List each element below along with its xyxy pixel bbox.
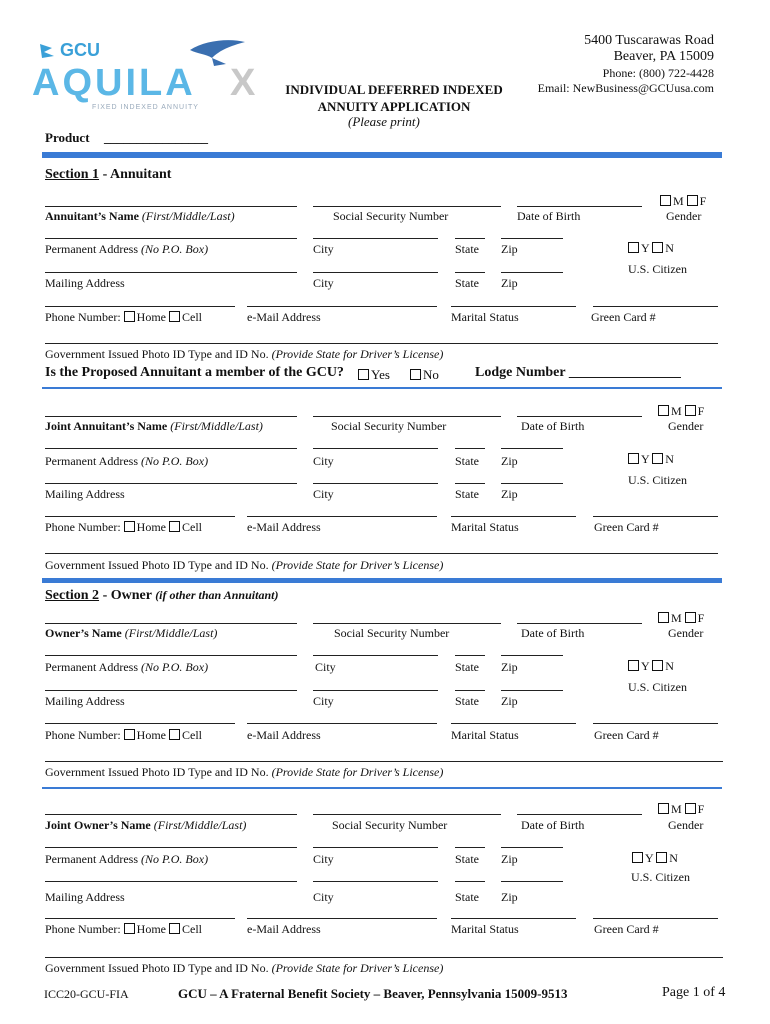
gender-m-label: M (673, 194, 684, 208)
gcu-logo (30, 36, 275, 116)
zip-field[interactable] (501, 448, 563, 449)
home-label: Home (136, 922, 166, 936)
zip-field[interactable] (501, 847, 563, 848)
perm-address-text: Permanent Address (45, 660, 138, 674)
email-label: e-Mail Address (247, 310, 321, 324)
phone-field[interactable] (45, 516, 235, 517)
membership-no (410, 367, 439, 383)
marital-field[interactable] (451, 723, 576, 724)
company-email: Email: NewBusiness@GCUusa.com (537, 81, 714, 95)
citizen-n-label: N (665, 241, 674, 255)
citizen-n-checkbox[interactable] (656, 852, 667, 863)
annuitant-name-text: Annuitant’s Name (45, 209, 139, 223)
email-field[interactable] (247, 918, 437, 919)
mailing-state-label: State (455, 890, 479, 904)
citizen-y-checkbox[interactable] (628, 453, 639, 464)
gov-id-note: (Provide State for Driver’s License) (271, 961, 444, 975)
cell-checkbox[interactable] (169, 311, 180, 322)
owner-block (0, 610, 770, 780)
citizen-y-label: Y (645, 851, 654, 865)
gov-id-label (45, 765, 443, 780)
mailing-label: Mailing Address (45, 276, 125, 290)
zip-field[interactable] (501, 655, 563, 656)
annuitant-name-label (45, 209, 235, 224)
zip-label: Zip (501, 852, 518, 866)
section1-number: Section 1 (45, 167, 100, 182)
footer-society: GCU – A Fraternal Benefit Society – Beaver, Pennsylvania 15009-9513 (178, 986, 568, 1001)
name-field[interactable] (45, 623, 297, 624)
address-line-1: 5400 Tuscarawas Road (584, 33, 714, 48)
dob-field[interactable] (517, 814, 642, 815)
section1-divider (42, 387, 722, 389)
cell-checkbox[interactable] (169, 923, 180, 934)
email-label: e-Mail Address (247, 520, 321, 534)
section1-heading (45, 167, 171, 183)
perm-address-label (45, 242, 208, 257)
dob-field[interactable] (517, 416, 642, 417)
name-field[interactable] (45, 206, 297, 207)
state-field[interactable] (455, 448, 485, 449)
gov-id-text: Government Issued Photo ID Type and ID No. (45, 558, 269, 572)
mailing-city-label: City (313, 487, 334, 501)
mailing-state-field[interactable] (455, 690, 485, 691)
phone-label (45, 922, 202, 937)
gender-m-checkbox[interactable] (660, 195, 671, 206)
green-card-label: Green Card # (594, 520, 659, 534)
cell-checkbox[interactable] (169, 729, 180, 740)
joint-annuitant-name-text: Joint Annuitant’s Name (45, 419, 168, 433)
mailing-city-label: City (313, 890, 334, 904)
mailing-zip-field[interactable] (501, 272, 563, 273)
membership-yes (358, 367, 390, 383)
zip-label: Zip (501, 454, 518, 468)
state-field[interactable] (455, 238, 485, 239)
gender-label: Gender (666, 209, 702, 223)
mailing-label: Mailing Address (45, 890, 125, 904)
membership-yes-checkbox[interactable] (358, 369, 369, 380)
name-format-note: (First/Middle/Last) (124, 626, 218, 640)
annuitant-block (0, 193, 770, 363)
no-po-note: (No P.O. Box) (140, 242, 209, 256)
home-label: Home (136, 520, 166, 534)
phone-label (45, 520, 202, 535)
city-field[interactable] (313, 448, 438, 449)
section2-note: (if other than Annuitant) (155, 588, 279, 602)
mailing-state-field[interactable] (455, 881, 485, 882)
gender-f-checkbox[interactable] (685, 405, 696, 416)
gov-id-text: Government Issued Photo ID Type and ID No. (45, 961, 269, 975)
logo-tagline: FIXED INDEXED ANNUITY (92, 104, 199, 111)
green-card-label: Green Card # (594, 728, 659, 742)
mailing-state-label: State (455, 487, 479, 501)
home-label: Home (136, 728, 166, 742)
city-label: City (315, 660, 336, 674)
gender-label: Gender (668, 419, 704, 433)
product-label: Product (45, 130, 90, 145)
perm-address-field[interactable] (45, 238, 297, 239)
ssn-field[interactable] (313, 623, 501, 624)
green-card-label: Green Card # (594, 922, 659, 936)
ssn-label: Social Security Number (334, 626, 450, 640)
gender-m-checkbox[interactable] (658, 803, 669, 814)
membership-yes-label: Yes (371, 367, 390, 382)
gov-id-note: (Provide State for Driver’s License) (271, 765, 444, 779)
membership-no-label: No (423, 367, 439, 382)
section2-heading (45, 588, 278, 604)
gender-label: Gender (668, 626, 704, 640)
form-title (276, 82, 512, 115)
section1-title: - Annuitant (99, 167, 172, 182)
gender-label: Gender (668, 818, 704, 832)
city-label: City (313, 242, 334, 256)
company-phone: Phone: (800) 722-4428 (602, 66, 714, 80)
dob-field[interactable] (517, 623, 642, 624)
logo-brand: AQUILA (32, 62, 196, 104)
citizen-y-checkbox[interactable] (628, 660, 639, 671)
green-card-field[interactable] (593, 918, 718, 919)
gender-f-label: F (697, 404, 705, 418)
membership-question: Is the Proposed Annuitant a member of the GCU? (45, 365, 344, 380)
citizen-label: U.S. Citizen (631, 870, 690, 884)
marital-field[interactable] (451, 306, 576, 307)
no-po-note: (No P.O. Box) (140, 852, 209, 866)
section2-number: Section 2 (45, 588, 100, 603)
header-divider (42, 152, 722, 158)
mailing-field[interactable] (45, 690, 297, 691)
state-label: State (455, 852, 479, 866)
marital-field[interactable] (451, 918, 576, 919)
name-field[interactable] (45, 416, 297, 417)
section1-end-divider (42, 578, 722, 583)
phone-number-text: Phone Number: (45, 520, 121, 534)
state-label: State (455, 242, 479, 256)
gov-id-field[interactable] (45, 553, 718, 554)
perm-address-text: Permanent Address (45, 852, 138, 866)
mailing-field[interactable] (45, 483, 297, 484)
dob-label: Date of Birth (521, 419, 585, 433)
city-field[interactable] (313, 238, 438, 239)
marital-label: Marital Status (451, 922, 519, 936)
state-field[interactable] (455, 847, 485, 848)
citizen-label: U.S. Citizen (628, 262, 687, 276)
citizen-options (628, 659, 674, 674)
owner-name-label (45, 626, 217, 641)
joint-owner-name-text: Joint Owner’s Name (45, 818, 151, 832)
gender-m-label: M (671, 404, 682, 418)
perm-address-field[interactable] (45, 655, 297, 656)
ssn-label: Social Security Number (331, 419, 447, 433)
cell-checkbox[interactable] (169, 521, 180, 532)
joint-owner-block (0, 801, 770, 977)
product-field[interactable]: ________________ (104, 130, 208, 145)
citizen-y-label: Y (641, 659, 650, 673)
lodge-number[interactable]: Lodge Number ________________ (475, 365, 681, 380)
mailing-zip-field[interactable] (501, 690, 563, 691)
name-format-note: (First/Middle/Last) (141, 209, 235, 223)
mailing-label: Mailing Address (45, 694, 125, 708)
mailing-state-label: State (455, 694, 479, 708)
marital-label: Marital Status (451, 310, 519, 324)
phone-field[interactable] (45, 723, 235, 724)
citizen-options (628, 452, 674, 467)
gender-m-label: M (671, 611, 682, 625)
gender-f-checkbox[interactable] (685, 803, 696, 814)
phone-label (45, 310, 202, 325)
owner-name-text: Owner’s Name (45, 626, 122, 640)
mailing-zip-label: Zip (501, 487, 518, 501)
gov-id-note: (Provide State for Driver’s License) (271, 347, 444, 361)
gov-id-field[interactable] (45, 343, 718, 344)
citizen-n-checkbox[interactable] (652, 660, 663, 671)
citizen-y-label: Y (641, 452, 650, 466)
perm-address-label (45, 852, 208, 867)
form-code: ICC20-GCU-FIA (44, 987, 129, 1001)
logo-x: X (230, 62, 259, 104)
mailing-zip-label: Zip (501, 694, 518, 708)
gov-id-field[interactable] (45, 957, 723, 958)
email-field[interactable] (247, 306, 437, 307)
marital-label: Marital Status (451, 728, 519, 742)
citizen-n-label: N (665, 659, 674, 673)
city-field[interactable] (313, 655, 438, 656)
gov-id-text: Government Issued Photo ID Type and ID No. (45, 765, 269, 779)
mailing-city-field[interactable] (313, 272, 438, 273)
perm-address-text: Permanent Address (45, 242, 138, 256)
mailing-zip-label: Zip (501, 890, 518, 904)
citizen-n-checkbox[interactable] (652, 453, 663, 464)
gender-m-checkbox[interactable] (658, 612, 669, 623)
marital-label: Marital Status (451, 520, 519, 534)
gender-f-checkbox[interactable] (687, 195, 698, 206)
city-field[interactable] (313, 847, 438, 848)
home-checkbox[interactable] (124, 923, 135, 934)
title-line-2: ANNUITY APPLICATION (317, 99, 471, 114)
gov-id-field[interactable] (45, 761, 723, 762)
citizen-n-label: N (665, 452, 674, 466)
mailing-field[interactable] (45, 272, 297, 273)
cell-label: Cell (181, 728, 202, 742)
dob-label: Date of Birth (521, 818, 585, 832)
city-label: City (313, 852, 334, 866)
home-label: Home (136, 310, 166, 324)
joint-annuitant-block (0, 403, 770, 573)
membership-row (45, 365, 344, 381)
phone-label (45, 728, 202, 743)
joint-owner-name-label (45, 818, 246, 833)
name-field[interactable] (45, 814, 297, 815)
citizen-y-checkbox[interactable] (632, 852, 643, 863)
gender-f-label: F (699, 194, 707, 208)
dob-label: Date of Birth (521, 626, 585, 640)
gov-id-text: Government Issued Photo ID Type and ID No. (45, 347, 269, 361)
cell-label: Cell (181, 310, 202, 324)
gender-options (658, 611, 704, 626)
mailing-state-field[interactable] (455, 483, 485, 484)
page-number: Page 1 of 4 (662, 985, 726, 1000)
green-card-field[interactable] (593, 516, 718, 517)
mailing-zip-label: Zip (501, 276, 518, 290)
gov-id-label (45, 347, 443, 362)
gov-id-label (45, 961, 443, 976)
green-card-field[interactable] (593, 723, 718, 724)
no-po-note: (No P.O. Box) (140, 660, 209, 674)
joint-annuitant-name-label (45, 419, 263, 434)
citizen-y-checkbox[interactable] (628, 242, 639, 253)
phone-number-text: Phone Number: (45, 310, 121, 324)
no-po-note: (No P.O. Box) (140, 454, 209, 468)
mailing-zip-field[interactable] (501, 483, 563, 484)
section2-title: - Owner (99, 588, 156, 603)
perm-address-label (45, 454, 208, 469)
home-checkbox[interactable] (124, 521, 135, 532)
perm-address-label (45, 660, 208, 675)
home-checkbox[interactable] (124, 729, 135, 740)
mailing-city-field[interactable] (313, 483, 438, 484)
citizen-y-label: Y (641, 241, 650, 255)
perm-address-text: Permanent Address (45, 454, 138, 468)
gender-options (660, 194, 706, 209)
logo-org: GCU (60, 40, 100, 60)
company-address (538, 33, 714, 96)
gender-m-checkbox[interactable] (658, 405, 669, 416)
state-field[interactable] (455, 655, 485, 656)
gender-f-label: F (697, 802, 705, 816)
mailing-state-field[interactable] (455, 272, 485, 273)
ssn-field[interactable] (313, 416, 501, 417)
gender-options (658, 802, 704, 817)
mailing-field[interactable] (45, 881, 297, 882)
email-label: e-Mail Address (247, 728, 321, 742)
green-card-field[interactable] (593, 306, 718, 307)
zip-field[interactable] (501, 238, 563, 239)
ssn-field[interactable] (313, 814, 501, 815)
mailing-city-field[interactable] (313, 690, 438, 691)
phone-field[interactable] (45, 306, 235, 307)
membership-no-checkbox[interactable] (410, 369, 421, 380)
state-label: State (455, 660, 479, 674)
mailing-zip-field[interactable] (501, 881, 563, 882)
phone-number-text: Phone Number: (45, 728, 121, 742)
green-card-label: Green Card # (591, 310, 656, 324)
mailing-city-label: City (313, 276, 334, 290)
email-field[interactable] (247, 723, 437, 724)
name-format-note: (First/Middle/Last) (153, 818, 247, 832)
perm-address-field[interactable] (45, 448, 297, 449)
gender-m-label: M (671, 802, 682, 816)
citizen-n-checkbox[interactable] (652, 242, 663, 253)
citizen-options (632, 851, 678, 866)
citizen-n-label: N (669, 851, 678, 865)
mailing-label: Mailing Address (45, 487, 125, 501)
gov-id-label (45, 558, 443, 573)
dob-field[interactable] (517, 206, 642, 207)
ssn-field[interactable] (313, 206, 501, 207)
marital-field[interactable] (451, 516, 576, 517)
email-label: e-Mail Address (247, 922, 321, 936)
mailing-city-field[interactable] (313, 881, 438, 882)
home-checkbox[interactable] (124, 311, 135, 322)
cell-label: Cell (181, 520, 202, 534)
mailing-city-label: City (313, 694, 334, 708)
phone-field[interactable] (45, 918, 235, 919)
gender-f-checkbox[interactable] (685, 612, 696, 623)
mailing-state-label: State (455, 276, 479, 290)
ssn-label: Social Security Number (332, 818, 448, 832)
ssn-label: Social Security Number (333, 209, 449, 223)
title-line-1: INDIVIDUAL DEFERRED INDEXED (285, 82, 503, 97)
zip-label: Zip (501, 242, 518, 256)
title-note: (Please print) (348, 114, 420, 129)
phone-number-text: Phone Number: (45, 922, 121, 936)
gender-options (658, 404, 704, 419)
city-label: City (313, 454, 334, 468)
address-line-2: Beaver, PA 15009 (613, 49, 714, 64)
zip-label: Zip (501, 660, 518, 674)
cell-label: Cell (181, 922, 202, 936)
dob-label: Date of Birth (517, 209, 581, 223)
name-format-note: (First/Middle/Last) (170, 419, 263, 433)
email-field[interactable] (247, 516, 437, 517)
gov-id-note: (Provide State for Driver’s License) (271, 558, 444, 572)
citizen-label: U.S. Citizen (628, 473, 687, 487)
perm-address-field[interactable] (45, 847, 297, 848)
citizen-label: U.S. Citizen (628, 680, 687, 694)
gender-f-label: F (697, 611, 705, 625)
section2-divider (42, 787, 722, 789)
state-label: State (455, 454, 479, 468)
citizen-options (628, 241, 674, 256)
